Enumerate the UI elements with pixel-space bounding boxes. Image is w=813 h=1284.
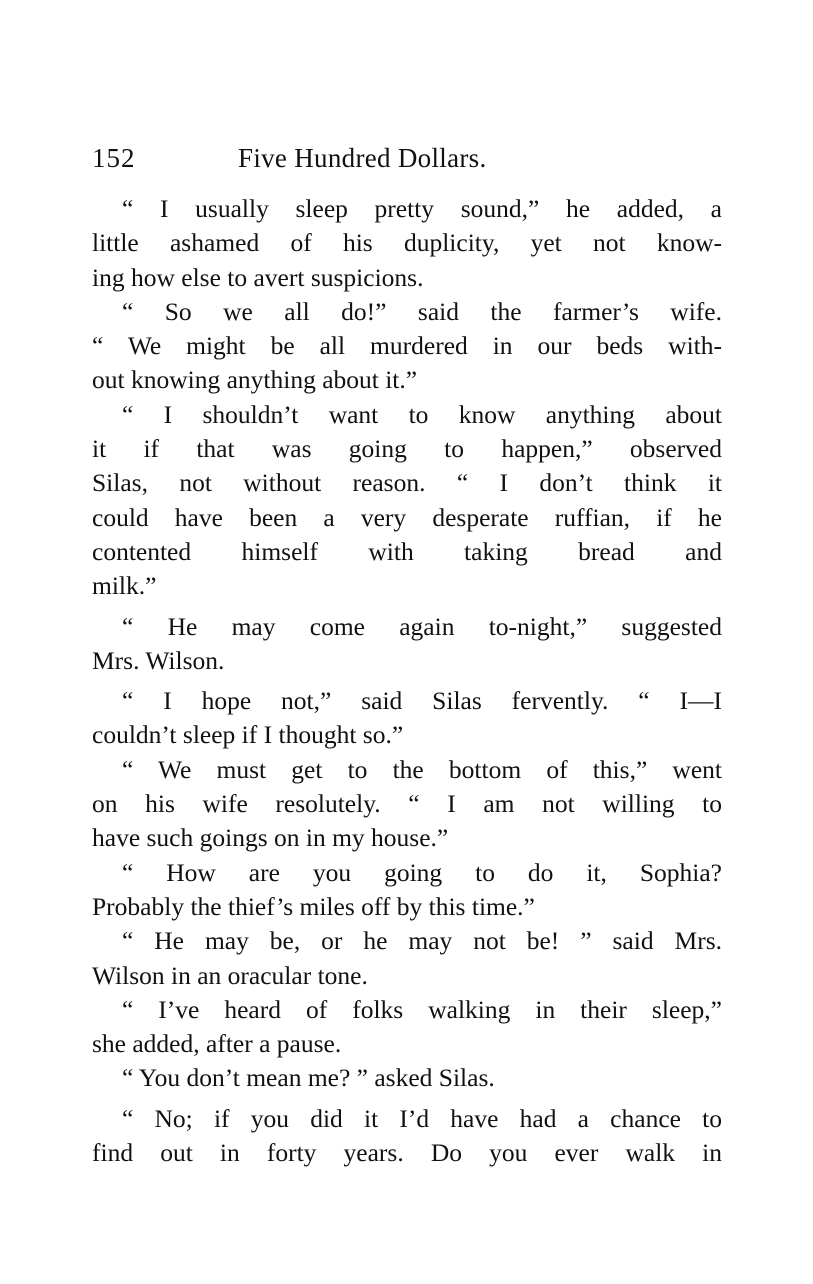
text-line: “ No; if you did it I’d have had a chance to: [122, 1103, 722, 1133]
text-line: “ He may come again to-night,” suggested: [122, 611, 722, 641]
text-line: “ How are you going to do it, Sophia?: [122, 857, 722, 887]
page-header: [92, 138, 732, 178]
text-line: out knowing anything about it.”: [92, 365, 418, 395]
text-line: “ You don’t mean me? ” asked Silas.: [122, 1063, 495, 1093]
text-line: “ I hope not,” said Silas fervently. “ I—I: [122, 686, 722, 716]
text-line: “ We might be all murdered in our beds with-: [92, 331, 722, 361]
text-line: couldn’t sleep if I thought so.”: [92, 720, 404, 750]
text-line: have such goings on in my house.”: [92, 823, 449, 853]
text-line: “ I shouldn’t want to know anything about: [122, 399, 722, 429]
page-number: 152: [92, 143, 136, 173]
text-line: contented himself with taking bread and: [92, 536, 722, 566]
page-body-text: [92, 192, 722, 1170]
text-line: “ He may be, or he may not be! ” said Mrs.: [122, 926, 722, 956]
text-line: “ We must get to the bottom of this,” went: [122, 754, 722, 784]
text-line: she added, after a pause.: [92, 1029, 342, 1059]
text-line: Silas, not without reason. “ I don’t think it: [92, 468, 722, 498]
text-line: “ So we all do!” said the farmer’s wife.: [122, 296, 722, 326]
text-line: milk.”: [92, 571, 157, 601]
text-line: “ I’ve heard of folks walking in their sleep,”: [122, 994, 722, 1024]
text-line: Wilson in an oracular tone.: [92, 960, 368, 990]
running-title: Five Hundred Dollars.: [238, 143, 487, 173]
text-line: Probably the thief’s miles off by this time.”: [92, 891, 535, 921]
text-line: find out in forty years. Do you ever walk in: [92, 1138, 722, 1168]
text-line: “ I usually sleep pretty sound,” he added, a: [122, 194, 722, 223]
text-line: on his wife resolutely. “ I am not willing to: [92, 789, 722, 819]
text-line: ing how else to avert suspicions.: [92, 262, 424, 292]
text-line: little ashamed of his duplicity, yet not know-: [92, 228, 722, 258]
text-line: Mrs. Wilson.: [92, 645, 225, 675]
text-line: it if that was going to happen,” observed: [92, 434, 722, 464]
text-line: could have been a very desperate ruffian, if he: [92, 502, 722, 532]
